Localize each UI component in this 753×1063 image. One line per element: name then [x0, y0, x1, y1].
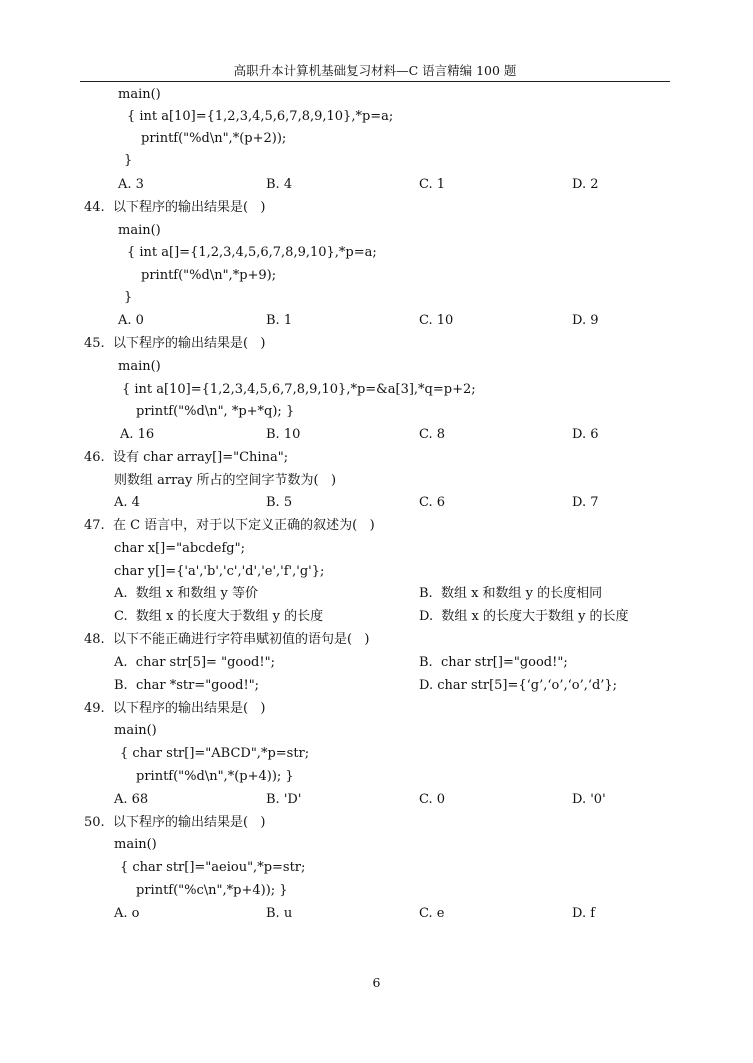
- q49-code-line: printf("%d\n",*(p+4)); }: [136, 769, 294, 784]
- q43-code-line: { int a[10]={1,2,3,4,5,6,7,8,9,10},*p=a;: [127, 109, 394, 124]
- q50-option-c: C. e: [419, 906, 445, 921]
- q45-option-d: D. 6: [572, 427, 599, 442]
- q43-option-b: B. 4: [266, 177, 293, 192]
- q47-option-b: B. 数组 x 和数组 y 的长度相同: [419, 586, 603, 601]
- q49-stem: 49. 以下程序的输出结果是( ): [84, 701, 266, 716]
- q45-code-line: printf("%d\n", *p+*q); }: [136, 404, 295, 419]
- q44-option-b: B. 1: [266, 313, 293, 328]
- page-number: 6: [372, 975, 381, 990]
- q50-code-line: printf("%c\n",*p+4)); }: [136, 883, 288, 898]
- q43-option-a: A. 3: [118, 177, 144, 192]
- q46-sub-stem: 则数组 array 所占的空间字节数为( ): [114, 473, 337, 488]
- q49-code-line: { char str[]="ABCD",*p=str;: [120, 746, 310, 761]
- q43-option-d: D. 2: [572, 177, 599, 192]
- q44-code-line: printf("%d\n",*p+9);: [141, 268, 277, 283]
- q47-code-line: char x[]="abcdefg";: [114, 541, 245, 556]
- q46-option-b: B. 5: [266, 495, 293, 510]
- q49-code-line: main(): [114, 723, 157, 738]
- q48-option-b: B. char str[]="good!";: [419, 655, 568, 670]
- q49-option-c: C. 0: [419, 792, 446, 807]
- q46-stem: 46. 设有 char array[]="China";: [84, 450, 289, 465]
- q46-option-a: A. 4: [114, 495, 140, 510]
- q50-code-line: main(): [114, 837, 157, 852]
- q45-code-line: { int a[10]={1,2,3,4,5,6,7,8,9,10},*p=&a[3],*q=p+2;: [122, 382, 476, 397]
- q44-option-c: C. 10: [419, 313, 454, 328]
- q48-option-b-second: B. char *str="good!";: [114, 678, 260, 693]
- q45-option-c: C. 8: [419, 427, 446, 442]
- q46-option-c: C. 6: [419, 495, 446, 510]
- q45-code-line: main(): [118, 359, 161, 374]
- q43-code-line: printf("%d\n",*(p+2));: [141, 131, 287, 146]
- q50-option-a: A. o: [114, 906, 140, 921]
- header-divider: [80, 81, 670, 82]
- q46-option-d: D. 7: [572, 495, 599, 510]
- q49-option-b: B. 'D': [266, 792, 302, 807]
- q50-option-d: D. f: [572, 906, 596, 921]
- q50-code-line: { char str[]="aeiou",*p=str;: [120, 860, 306, 875]
- q45-option-b: B. 10: [266, 427, 301, 442]
- q45-stem: 45. 以下程序的输出结果是( ): [84, 336, 266, 351]
- q50-option-b: B. u: [266, 906, 293, 921]
- q47-option-a: A. 数组 x 和数组 y 等价: [114, 586, 258, 601]
- q49-option-a: A. 68: [114, 792, 149, 807]
- q50-stem: 50. 以下程序的输出结果是( ): [84, 815, 266, 830]
- q47-option-c: C. 数组 x 的长度大于数组 y 的长度: [114, 609, 324, 624]
- q44-option-a: A. 0: [118, 313, 144, 328]
- q43-code-line: }: [124, 153, 133, 168]
- q45-option-a: A. 16: [120, 427, 155, 442]
- q48-stem: 48. 以下不能正确进行字符串赋初值的语句是( ): [84, 632, 370, 647]
- q44-option-d: D. 9: [572, 313, 599, 328]
- q49-option-d: D. '0': [572, 792, 606, 807]
- q48-option-a: A. char str[5]= "good!";: [114, 655, 275, 670]
- q47-stem: 47. 在 C 语言中，对于以下定义正确的叙述为( ): [84, 518, 375, 533]
- q44-code-line: }: [124, 290, 133, 305]
- q47-code-line: char y[]={'a','b','c','d','e','f','g'};: [114, 564, 325, 579]
- q44-code-line: { int a[]={1,2,3,4,5,6,7,8,9,10},*p=a;: [127, 245, 377, 260]
- page-header-title: 高职升本计算机基础复习材料—C 语言精编 100 题: [233, 63, 517, 78]
- q48-option-d: D. char str[5]={‘g’,‘o’,‘o’,‘d’};: [419, 678, 618, 693]
- q43-code-line: main(): [118, 87, 161, 102]
- q43-option-c: C. 1: [419, 177, 446, 192]
- q44-stem: 44. 以下程序的输出结果是( ): [84, 200, 266, 215]
- q44-code-line: main(): [118, 223, 161, 238]
- q47-option-d: D. 数组 x 的长度大于数组 y 的长度: [419, 609, 629, 624]
